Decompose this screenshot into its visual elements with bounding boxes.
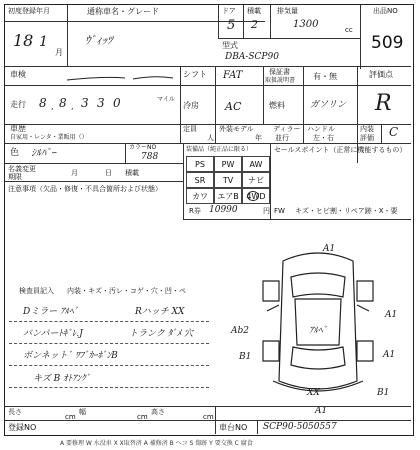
divider: [257, 420, 258, 434]
color-number-label: カラーNO: [129, 144, 157, 151]
equipment-title: 装備品（純正品に限る）: [186, 146, 253, 153]
diagram-label-left: Ab2: [231, 326, 249, 336]
equipment-pw: PW: [214, 156, 242, 172]
equipment-navi: ナビ: [242, 172, 270, 188]
fuel-value: ガソリン: [310, 100, 347, 110]
seating-unit: 人: [207, 134, 214, 142]
footer-legend: A 要修理 W 水没車 X X取替済 A 補修済 B ヘコ S 傷跡 Y 要交換 C 腐食: [60, 440, 253, 447]
height-label: 高さ: [151, 408, 165, 416]
remark-3: バンパーﾄｷﾞﾚ.J: [23, 329, 83, 339]
divider: [5, 163, 183, 164]
r-ticket-unit: 円: [263, 207, 270, 215]
car-diagram: [243, 241, 396, 405]
mileage-digit: 3: [81, 96, 89, 110]
warranty-sub-label: 取扱説明書: [265, 77, 296, 84]
shift-value: FAT: [223, 70, 243, 81]
fuel-label: 燃料: [269, 101, 285, 110]
divider: [303, 66, 304, 143]
interior-value: C: [389, 125, 399, 139]
auction-sheet: [4, 4, 414, 436]
inspector-value: 内装・キズ・汚レ・コゲ・穴・凹・ペ: [67, 287, 186, 295]
divider: [5, 66, 411, 67]
doors-value: 5: [227, 18, 236, 33]
remark-line: [9, 387, 209, 388]
shift-label: シフト: [183, 70, 207, 79]
lot-number-label: 出品NO: [373, 7, 398, 15]
length-unit: cm: [65, 413, 76, 421]
damage-legend: キズ・ヒビ割・リペア跡・X・要: [295, 207, 398, 215]
divider: [263, 66, 264, 124]
interior-label-2: 評価: [360, 134, 374, 142]
comma: ,: [71, 102, 74, 111]
model-value: DBA-SCP90: [225, 52, 279, 62]
divider: [180, 66, 181, 143]
inspector-label: 検査員記入: [19, 287, 54, 295]
displacement-unit: cc: [345, 26, 353, 34]
strike-line: [65, 68, 175, 84]
remark-line: [9, 343, 209, 344]
divider: [360, 5, 361, 69]
name-grade-value: ｳﾞｨｯﾂ: [85, 34, 113, 47]
chassis-label: 車台NO: [219, 423, 248, 432]
displacement-label: 排気量: [277, 7, 298, 15]
color-label: 色: [10, 148, 20, 158]
divider: [183, 143, 184, 219]
divider: [270, 143, 271, 219]
mileage-digit: 8: [59, 96, 67, 110]
first-registration-unit: 月: [55, 48, 63, 57]
doors-label: ドア: [222, 7, 236, 15]
grade-value: R: [375, 91, 392, 116]
color-value: ｼﾙﾊﾞｰ: [31, 148, 56, 159]
r-ticket-label: R券: [189, 207, 201, 215]
remark-4: トランク ﾀﾞﾒ 穴: [129, 329, 194, 339]
registration-label: 登録NO: [8, 423, 37, 432]
warranty-value: 有・無: [313, 72, 337, 81]
divider: [243, 5, 244, 38]
divider: [5, 85, 411, 86]
r-ticket-value: 10990: [209, 205, 238, 215]
dealer-label: ディラー: [273, 125, 301, 133]
divider: [67, 5, 68, 66]
equipment-4wd: 4WD: [242, 188, 270, 204]
divider: [215, 66, 216, 143]
handle-label: ハンドル: [307, 125, 335, 133]
first-registration-year: 18: [13, 31, 34, 50]
mileage-label: 走行: [10, 100, 26, 109]
loading-label: 積載: [125, 169, 139, 177]
seating-label: 定員: [183, 125, 197, 133]
grade-label: 評価点: [369, 70, 393, 79]
history-sub-label: 自家用・レンタ・業販用（）: [10, 134, 88, 141]
first-registration-month: 1: [39, 34, 48, 50]
day-label: 日: [105, 169, 112, 177]
remark-2: Rハッチ XX: [135, 307, 185, 317]
remark-5: ボンネットﾞ ﾜﾌﾞｶｰﾎﾞﾝB: [23, 351, 118, 361]
warranty-label: 保証書: [269, 68, 290, 76]
model-label: 型式: [222, 41, 238, 50]
name-change-label: 名義変更: [8, 165, 36, 173]
remark-6: キズ B ｵﾄｱﾝｸﾞ: [33, 374, 91, 384]
divider: [125, 143, 126, 163]
diagram-label-bottom-right: B1: [377, 388, 390, 398]
mileage-digit: 0: [113, 96, 121, 110]
lot-number: 509: [371, 33, 404, 53]
diagram-label-left-2: B1: [239, 352, 252, 362]
divider: [5, 181, 183, 182]
mileage-digit: 3: [97, 96, 105, 110]
color-number-value: 788: [141, 152, 159, 162]
divider: [183, 219, 411, 220]
model-change-sub: 年: [255, 134, 262, 142]
height-unit: cm: [203, 413, 214, 421]
inspection-label: 車検: [10, 70, 26, 79]
divider: [381, 124, 382, 143]
equipment-circle-mark: [247, 191, 259, 201]
comma: ,: [51, 102, 54, 111]
handle-value: 左・右: [313, 134, 334, 142]
mileage-digit: 8: [39, 96, 47, 110]
first-registration-label: 初度登録年月: [8, 7, 50, 15]
diagram-label-top: A1: [323, 244, 336, 254]
diagram-label-center: ｱﾙﾍﾞ: [309, 326, 328, 336]
diagram-label-right-2: A1: [383, 350, 396, 360]
divider: [5, 21, 265, 22]
model-change-label: 外装モデル: [219, 125, 254, 133]
interior-label: 内装: [360, 125, 374, 133]
equipment-leather: カワ: [186, 188, 214, 204]
sales-points-label: セールスポイント（正常に機能するもの）: [274, 146, 407, 154]
divider: [218, 38, 360, 39]
divider: [270, 5, 271, 38]
equipment-tv: TV: [214, 172, 242, 188]
chassis-value: SCP90-5050557: [263, 422, 337, 432]
diagram-label-bottom: XX: [307, 388, 320, 398]
divider: [5, 143, 411, 144]
notes-label: 注意事項（欠品・修復・不具合箇所および状態）: [8, 185, 162, 193]
name-change-label-2: 期限: [8, 173, 22, 181]
remark-1: Dミラー ｱﾙﾍﾞ: [23, 307, 79, 317]
equipment-airbag: エアB: [214, 188, 242, 204]
dealer-sub: 並行: [275, 134, 289, 142]
equipment-sr: SR: [186, 172, 214, 188]
remark-line: [9, 321, 209, 322]
displacement-value: 1300: [293, 19, 319, 30]
width-label: 幅: [79, 408, 86, 416]
capacity-value: 2: [251, 18, 258, 31]
divider: [5, 124, 357, 125]
equipment-aw: AW: [242, 156, 270, 172]
name-grade-label: 通称車名・グレード: [87, 7, 159, 16]
diagram-label-right: A1: [385, 310, 398, 320]
equipment-ps: PS: [186, 156, 214, 172]
month-label: 月: [71, 169, 78, 177]
mileage-unit: マイル: [157, 96, 175, 103]
remark-line: [9, 365, 209, 366]
history-label: 車歴: [10, 124, 26, 133]
diagram-label-bottom-2: A1: [315, 406, 328, 416]
length-label: 長さ: [8, 408, 22, 416]
width-unit: cm: [137, 413, 148, 421]
divider: [215, 406, 216, 434]
aircon-label: 冷房: [183, 101, 199, 110]
divider: [5, 406, 411, 407]
divider: [218, 5, 219, 38]
fw-label: FW: [274, 207, 285, 215]
aircon-value: AC: [225, 100, 242, 113]
capacity-label: 積載: [247, 7, 261, 15]
